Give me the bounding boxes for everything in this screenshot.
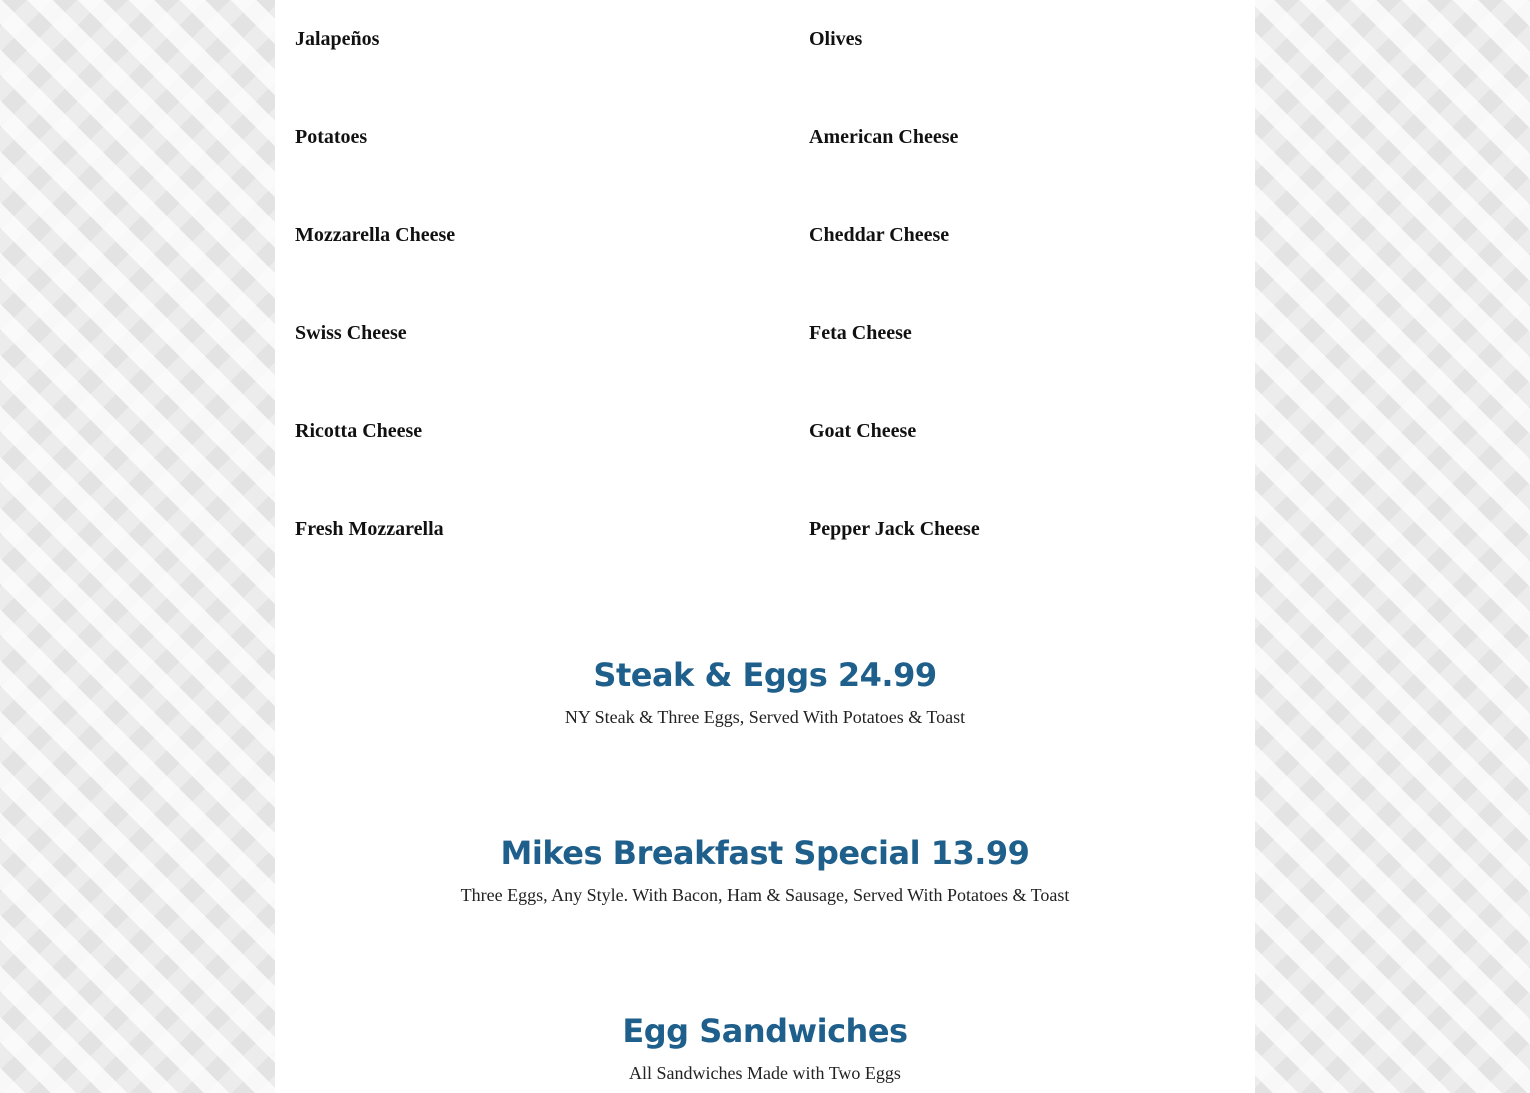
addon-item: Swiss Cheese [295,322,407,344]
egg-sandwiches-section [275,1011,1255,1085]
steak-and-eggs-section [275,655,1255,729]
section-title: Steak & Eggs 24.99 [593,656,937,694]
addon-row [295,518,1235,616]
addon-item: Pepper Jack Cheese [809,518,980,540]
addon-item: American Cheese [809,126,959,148]
section-description: Three Eggs, Any Style. With Bacon, Ham & Sausage, Served With Potatoes & Toast [460,885,1070,905]
mikes-breakfast-special-section [275,833,1255,907]
addon-item: Potatoes [295,126,368,148]
section-title: Egg Sandwiches [622,1012,908,1050]
addon-item: Fresh Mozzarella [295,518,444,540]
addon-item: Ricotta Cheese [295,420,423,442]
addon-item: Olives [809,28,863,50]
section-description: All Sandwiches Made with Two Eggs [629,1063,901,1083]
addon-item: Cheddar Cheese [809,224,950,246]
background-pattern-right [1255,0,1530,1093]
addon-item: Mozzarella Cheese [295,224,456,246]
background-pattern-left [0,0,275,1093]
addon-row [295,420,1235,518]
addon-row [295,224,1235,322]
addon-row [295,322,1235,420]
section-title: Mikes Breakfast Special 13.99 [500,834,1030,872]
addon-item: Goat Cheese [809,420,917,442]
addon-row [295,28,1235,126]
addon-row [295,126,1235,224]
section-description: NY Steak & Three Eggs, Served With Potatoes & Toast [564,707,966,727]
addon-list [295,28,1235,616]
menu-content [275,0,1255,1093]
addon-item: Feta Cheese [809,322,912,344]
addon-item: Jalapeños [295,28,380,50]
